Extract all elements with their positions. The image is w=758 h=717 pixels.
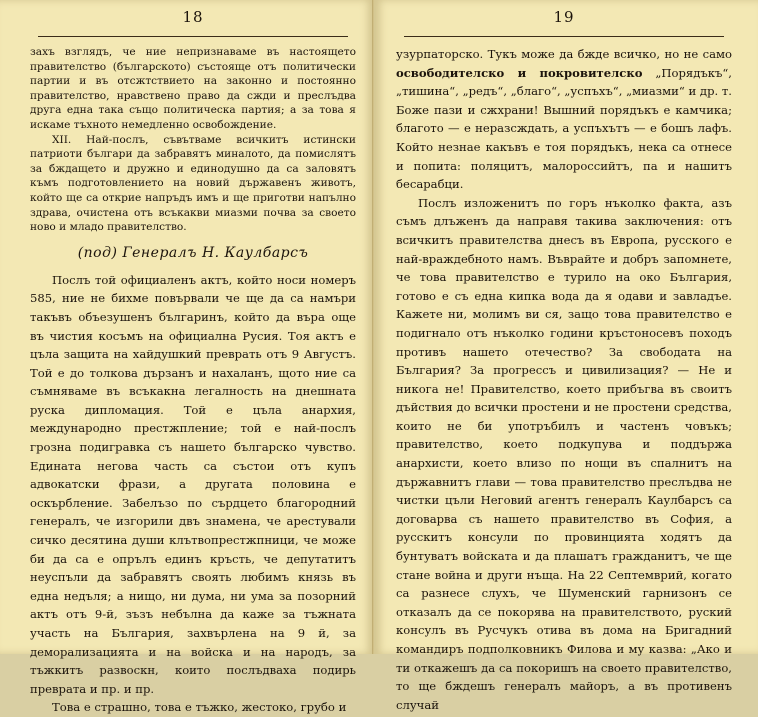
paragraph: узурпаторско. Тукъ може да бжде всичко, но не само освободителско и покровителско „Порядъкъ“, „тишина“, „редъ“, „благо“, „успъхъ“, „миазми“ и др. т. Боже пази и сжхрани! Вышний порядъкъ е камчика; благото — е неразсждать, а успъхътъ — е бошъ лафъ. Който незнае какъвъ е тоя порядъкъ, нека са отнесе и попита: поляцитъ, малороссийтъ, па и нашитъ бесарабци. xyxy=(396,47,732,192)
paragraph: XII. Най-послъ, съвътваме всичкитъ истински патриоти българи да забравятъ миналото, да помислятъ за бждащето и дружно и единодушно да са заловятъ къмъ подготовлението на новий държавенъ животъ, който ще са открие напръдъ имъ и ще приготви напълно здрава, очистена отъ всъкакви миазми почва за своето ново и младо правителство. xyxy=(30,133,356,234)
page-number: 18 xyxy=(182,8,204,26)
paragraph: Това е страшно, това е тъжко, жестоко, грубо и xyxy=(52,700,347,715)
right-page xyxy=(374,0,758,712)
large-text-block xyxy=(396,45,732,714)
section-heading: (под) Генералъ Н. Каулбарсъ xyxy=(77,244,309,261)
small-text-block xyxy=(30,45,356,235)
left-page xyxy=(0,0,374,715)
page-number-rule xyxy=(404,36,724,37)
page-number: 19 xyxy=(553,8,575,26)
page-number-rule xyxy=(38,36,348,37)
paragraph: Послъ той официаленъ актъ, който носи номеръ 585, ние не бихме повървали че ще да са намъри такъвъ объезушенъ българинъ, който да въра още въ чистия косъмъ на официална Русия. Тоя актъ е цъла защита на хайдушкий преврать отъ 9 Августъ. Той е до толкова дързанъ и нахаланъ, щото ние са съмняваме въ всъкакна легалность на днешната руска дипломация. Той е цъла анархия, международно престжпление; той е най-послъ грозна подигравка съ нашето българско чувство. Едината негова часть са състои отъ купъ адвокатски фрази, а другата половина е оскърбление. Забелъзо по сърдцето благородний генералъ, че изгорили двъ знамена, че арестували сичко десятина души клътвопрестжпници, че може би да са е опрълъ единъ кръсть, че депутатитъ неуспъли да забравятъ своять любимъ князь въ една недъля; а нищо, ни дума, ни ума за позорний актъ отъ 9-й, зъзъ небълна да каже за тъжната участь на България, захвърлена на 9 й, за деморализацията и на войска и на народъ, за тъжкитъ развоскн, които послъдваха подирь преврата и пр. и пр. xyxy=(30,272,356,696)
paragraph: Послъ изложенитъ по горъ нъколко факта, азъ съмъ длъженъ да направя такива заключения: отъ всичкитъ правителства днесъ въ Европа, русского е най-враждебното намъ. Въврайте и добръ запомнете, че това правителство е турило на око България, готово е съ една кипка вода да я одави и завладъе. Кажете ни, молимъ ви ся, защо това правителство е подигнало отъ нъколко години кръстоносевъ походъ противъ нашето отечество? За свободата на България? За прогрессъ и цивилизация? — Не и никога не! Правителство, което прибъгва въ своитъ дъйствия до всички простени и не простени средства, които не би употръбилъ и частенъ човъкъ; правителство, което подкупува и поддържа анархисти, което влизо по нощи въ спалнитъ на държавнитъ глави — това правителство преслъдва не чистки цъли Неговий агентъ генералъ Каулбарсъ са договарва съ нашето правителство въ София, а русскитъ консули по провинцията ходятъ да бунтуватъ войската и да плашатъ гражданитъ, че ще стане война и други нъща. На 22 Септемврий, когато са разнесе слухъ, че Шуменский гарнизонъ се отказалъ да се покорява на правителството, руский консулъ въ Русчукъ отива въ дома на Бригадний командиръ подполковникъ Филова и му казва: „Ако и ти откажешъ да са покоришъ на своето правителство, то ще бждешъ генералъ майоръ, а въ противенъ случай xyxy=(396,195,732,712)
bold-phrase: освободителско и покровителско xyxy=(396,65,643,80)
paragraph: захъ взглядъ, че ние непризнаваме въ настоящето правителство (българското) състояще отъ политически партии и въ отсжтствието на законно и постоянно правителство, нравствено право да сжди и преслъдва друга една така също политическа партия; а за това я искаме тъхното немедленно освобождение. xyxy=(30,46,356,131)
large-text-block xyxy=(30,271,356,717)
